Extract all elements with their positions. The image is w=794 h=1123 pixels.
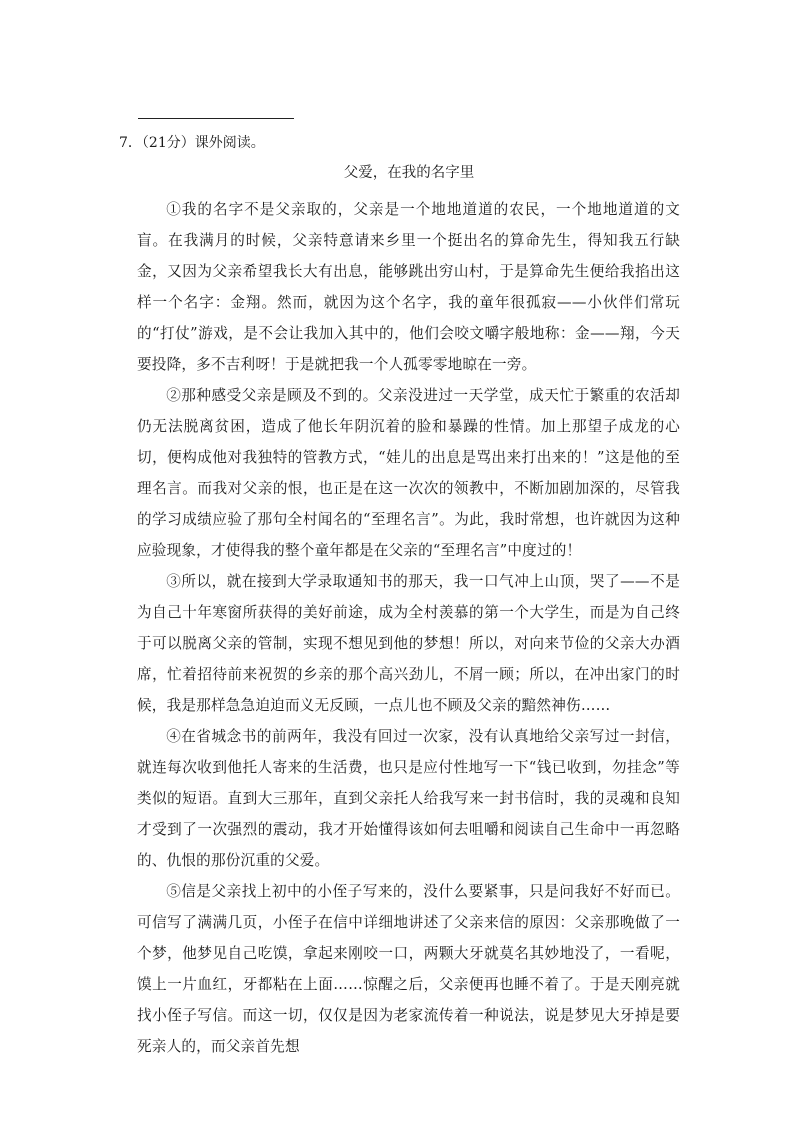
paragraph-1: ①我的名字不是父亲取的，父亲是一个地地道道的农民，一个地地道道的文盲。在我满月的时候，父亲特意请来乡里一个挺出名的算命先生，得知我五行缺金，又因为父亲希望我长大有出息，能够跳出穷山村，于是算命先生便给我掐出这样一个名字：金翔。然而，就因为这个名字，我的童年很孤寂——小伙伴们常玩的“打仗”游戏，是不会让我加入其中的，他们会咬文嚼字般地称：金——翔，今天要投降，多不吉利呀！于是就把我一个人孤零零地晾在一旁。 <box>137 201 680 373</box>
paragraph-3: ③所以，就在接到大学录取通知书的那天，我一口气冲上山顶，哭了——不是为自己十年寒窗所获得的美好前途，成为全村羡慕的第一个大学生，而是为自己终于可以脱离父亲的管制，实现不想见到他的梦想！所以，对向来节俭的父亲大办酒席，忙着招待前来祝贺的乡亲的那个高兴劲儿，不屑一顾；所以，在冲出家门的时候，我是那样急急迫迫而义无反顾，一点儿也不顾及父亲的黯然神伤…… <box>137 573 680 714</box>
paragraph-4: ④在省城念书的前两年，我没有回过一次家，没有认真地给父亲写过一封信，就连每次收到他托人寄来的生活费，也只是应付性地写一下“钱已收到，勿挂念”等类似的短语。直到大三那年，直到父亲托人给我写来一封书信时，我的灵魂和良知才受到了一次强烈的震动，我才开始懂得该如何去咀嚼和阅读自己生命中一再忽略的、仇恨的那份沉重的父爱。 <box>137 728 680 869</box>
question-number: 7． <box>119 135 142 151</box>
question-instruction: 课外阅读。 <box>194 135 265 151</box>
paragraph-5: ⑤信是父亲找上初中的小侄子写来的，没什么要紧事，只是问我好不好而已。可信写了满满几页，小侄子在信中详细地讲述了父亲来信的原因：父亲那晚做了一个梦，他梦见自己吃馍，拿起来刚咬一口，两颗大牙就莫名其妙地没了，一看呢，馍上一片血红，牙都粘在上面……惊醒之后，父亲便再也睡不着了。于是天刚亮就找小侄子写信。而这一切，仅仅是因为老家流传着一种说法，说是梦见大牙掉是要死亲人的，而父亲首先想 <box>137 883 680 1055</box>
question-header <box>119 134 265 152</box>
question-score: （21分） <box>141 135 195 151</box>
answer-blank-line <box>138 118 294 119</box>
paragraph-2: ②那种感受父亲是顾及不到的。父亲没进过一天学堂，成天忙于繁重的农活却仍无法脱离贫困，造成了他长年阴沉着的脸和暴躁的性情。加上那望子成龙的心切，便构成他对我独特的管教方式，“娃儿的出息是骂出来打出来的！”这是他的至理名言。而我对父亲的恨，也正是在这一次次的领教中，不断加剧加深的，尽管我的学习成绩应验了那句全村闻名的“至理名言”。为此，我时常想，也许就因为这种应验现象，才使得我的整个童年都是在父亲的“至理名言”中度过的！ <box>137 387 680 559</box>
article-body <box>137 194 680 1062</box>
article-title: 父爱，在我的名字里 <box>343 165 475 181</box>
